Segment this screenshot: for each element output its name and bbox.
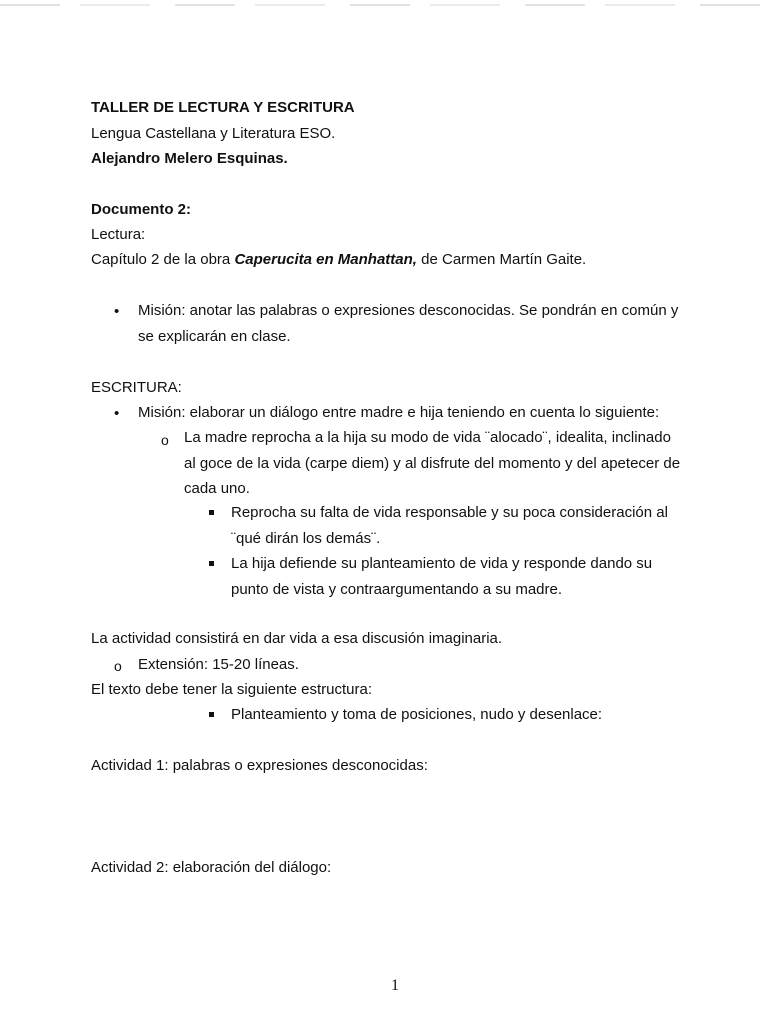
lectura-label: Lectura: xyxy=(91,226,146,243)
estructura-item: Planteamiento y toma de posiciones, nudo y desenlace: xyxy=(231,706,603,723)
capitulo-suffix: de Carmen Martín Gaite. xyxy=(416,251,587,268)
point2-line2: punto de vista y contraargumentando a su madre. xyxy=(231,581,563,598)
square-bullet-icon xyxy=(209,561,214,566)
document-title: TALLER DE LECTURA Y ESCRITURA xyxy=(91,99,355,116)
escritura-heading: ESCRITURA: xyxy=(91,379,182,396)
lectura-mision-line2: se explicarán en clase. xyxy=(138,328,291,345)
page-number: 1 xyxy=(391,977,399,994)
extension-line: Extensión: 15-20 líneas. xyxy=(138,656,299,673)
bullet-dot-icon: • xyxy=(114,303,120,320)
escritura-mision: Misión: elaborar un diálogo entre madre e hija teniendo en cuenta lo siguiente: xyxy=(138,404,660,421)
capitulo-line xyxy=(91,251,586,269)
scan-artifact-line xyxy=(0,4,768,6)
sub1-line1: La madre reprocha a la hija su modo de vida ¨alocado¨, idealita, inclinado xyxy=(184,429,671,446)
sub1-line3: cada uno. xyxy=(184,480,250,497)
author-line: Alejandro Melero Esquinas. xyxy=(91,150,288,167)
capitulo-prefix: Capítulo 2 de la obra xyxy=(91,251,235,268)
actividad-intro: La actividad consistirá en dar vida a esa discusión imaginaria. xyxy=(91,630,503,647)
sub1-line2: al goce de la vida (carpe diem) y al disfrute del momento y del apetecer de xyxy=(184,455,681,472)
point2-line1: La hija defiende su planteamiento de vida y responde dando su xyxy=(231,555,653,572)
course-line: Lengua Castellana y Literatura ESO. xyxy=(91,125,336,142)
square-bullet-icon xyxy=(209,712,214,717)
actividad-2-heading: Actividad 2: elaboración del diálogo: xyxy=(91,859,332,876)
circle-bullet-icon: o xyxy=(114,658,122,674)
documento-heading: Documento 2: xyxy=(91,201,192,218)
actividad-1-heading: Actividad 1: palabras o expresiones desconocidas: xyxy=(91,757,428,774)
square-bullet-icon xyxy=(209,510,214,515)
work-title: Caperucita en Manhattan, xyxy=(234,251,417,268)
estructura-line: El texto debe tener la siguiente estructura: xyxy=(91,681,373,698)
circle-bullet-icon: o xyxy=(161,432,169,448)
lectura-mision-line1: Misión: anotar las palabras o expresiones desconocidas. Se pondrán en común y xyxy=(138,302,679,319)
point1-line2: ¨qué dirán los demás¨. xyxy=(231,530,381,547)
bullet-dot-icon: • xyxy=(114,405,120,422)
point1-line1: Reprocha su falta de vida responsable y su poca consideración al xyxy=(231,504,668,521)
